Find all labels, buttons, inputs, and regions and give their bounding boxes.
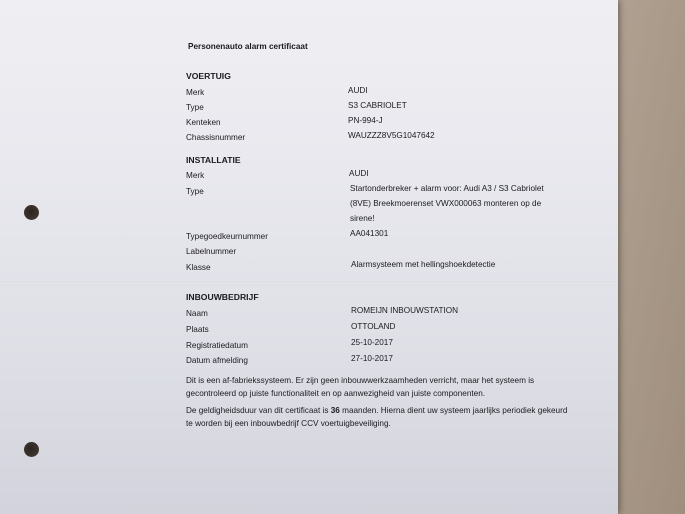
punch-hole xyxy=(24,442,39,457)
field-value: 27-10-2017 xyxy=(351,354,393,363)
field-value-line: sirene! xyxy=(350,214,375,223)
field-label: Plaats xyxy=(186,325,209,334)
field-label: Chassisnummer xyxy=(186,133,246,142)
field-label: Datum afmelding xyxy=(186,356,248,365)
paragraph-line: Dit is een af-fabriekssysteem. Er zijn geen inbouwwerkzaamheden verricht, maar het systeem is xyxy=(186,376,535,385)
validity-text-after: maanden. Hierna dient uw systeem jaarlijks periodiek gekeurd xyxy=(339,406,568,415)
field-value: S3 CABRIOLET xyxy=(348,101,407,110)
field-label: Merk xyxy=(186,88,205,97)
field-value: Alarmsysteem met hellingshoekdetectie xyxy=(351,260,496,269)
field-value: ROMEIJN INBOUWSTATION xyxy=(351,306,459,315)
section-heading-installatie: INSTALLATIE xyxy=(186,155,241,165)
punch-hole xyxy=(24,205,39,220)
field-label: Labelnummer xyxy=(186,247,237,256)
paragraph-line: gecontroleerd op juiste functionaliteit en op aanwezigheid van juiste componenten. xyxy=(186,389,486,398)
field-value: WAUZZZ8V5G1047642 xyxy=(348,131,435,140)
field-value: AUDI xyxy=(349,169,369,178)
field-value-line: Startonderbreker + alarm voor: Audi A3 / S3 Cabriolet xyxy=(350,184,544,193)
field-value: AUDI xyxy=(348,86,368,95)
field-label: Type xyxy=(186,103,204,112)
field-value: AA041301 xyxy=(350,229,389,238)
field-value-line: (8VE) Breekmoerenset VWX000063 monteren op de xyxy=(350,199,542,208)
validity-text-before: De geldigheidsduur van dit certificaat is xyxy=(186,406,331,415)
field-label: Typegoedkeurnummer xyxy=(186,232,268,241)
field-label: Kenteken xyxy=(186,118,221,127)
field-value: OTTOLAND xyxy=(351,322,396,331)
field-label: Registratiedatum xyxy=(186,341,248,350)
validity-months: 36 xyxy=(330,406,340,415)
field-label: Klasse xyxy=(186,263,211,272)
paragraph-line: te worden bij een inbouwbedrijf CCV voertuigbeveiliging. xyxy=(186,419,391,428)
field-value: 25-10-2017 xyxy=(351,338,393,347)
section-heading-voertuig: VOERTUIG xyxy=(186,71,231,81)
validity-paragraph-line xyxy=(186,407,567,415)
field-label: Naam xyxy=(186,309,208,318)
document-title: Personenauto alarm certificaat xyxy=(188,42,308,51)
field-value: PN-994-J xyxy=(348,116,383,125)
section-heading-inbouwbedrijf: INBOUWBEDRIJF xyxy=(186,292,259,302)
field-label: Type xyxy=(186,187,204,196)
field-label: Merk xyxy=(186,171,205,180)
